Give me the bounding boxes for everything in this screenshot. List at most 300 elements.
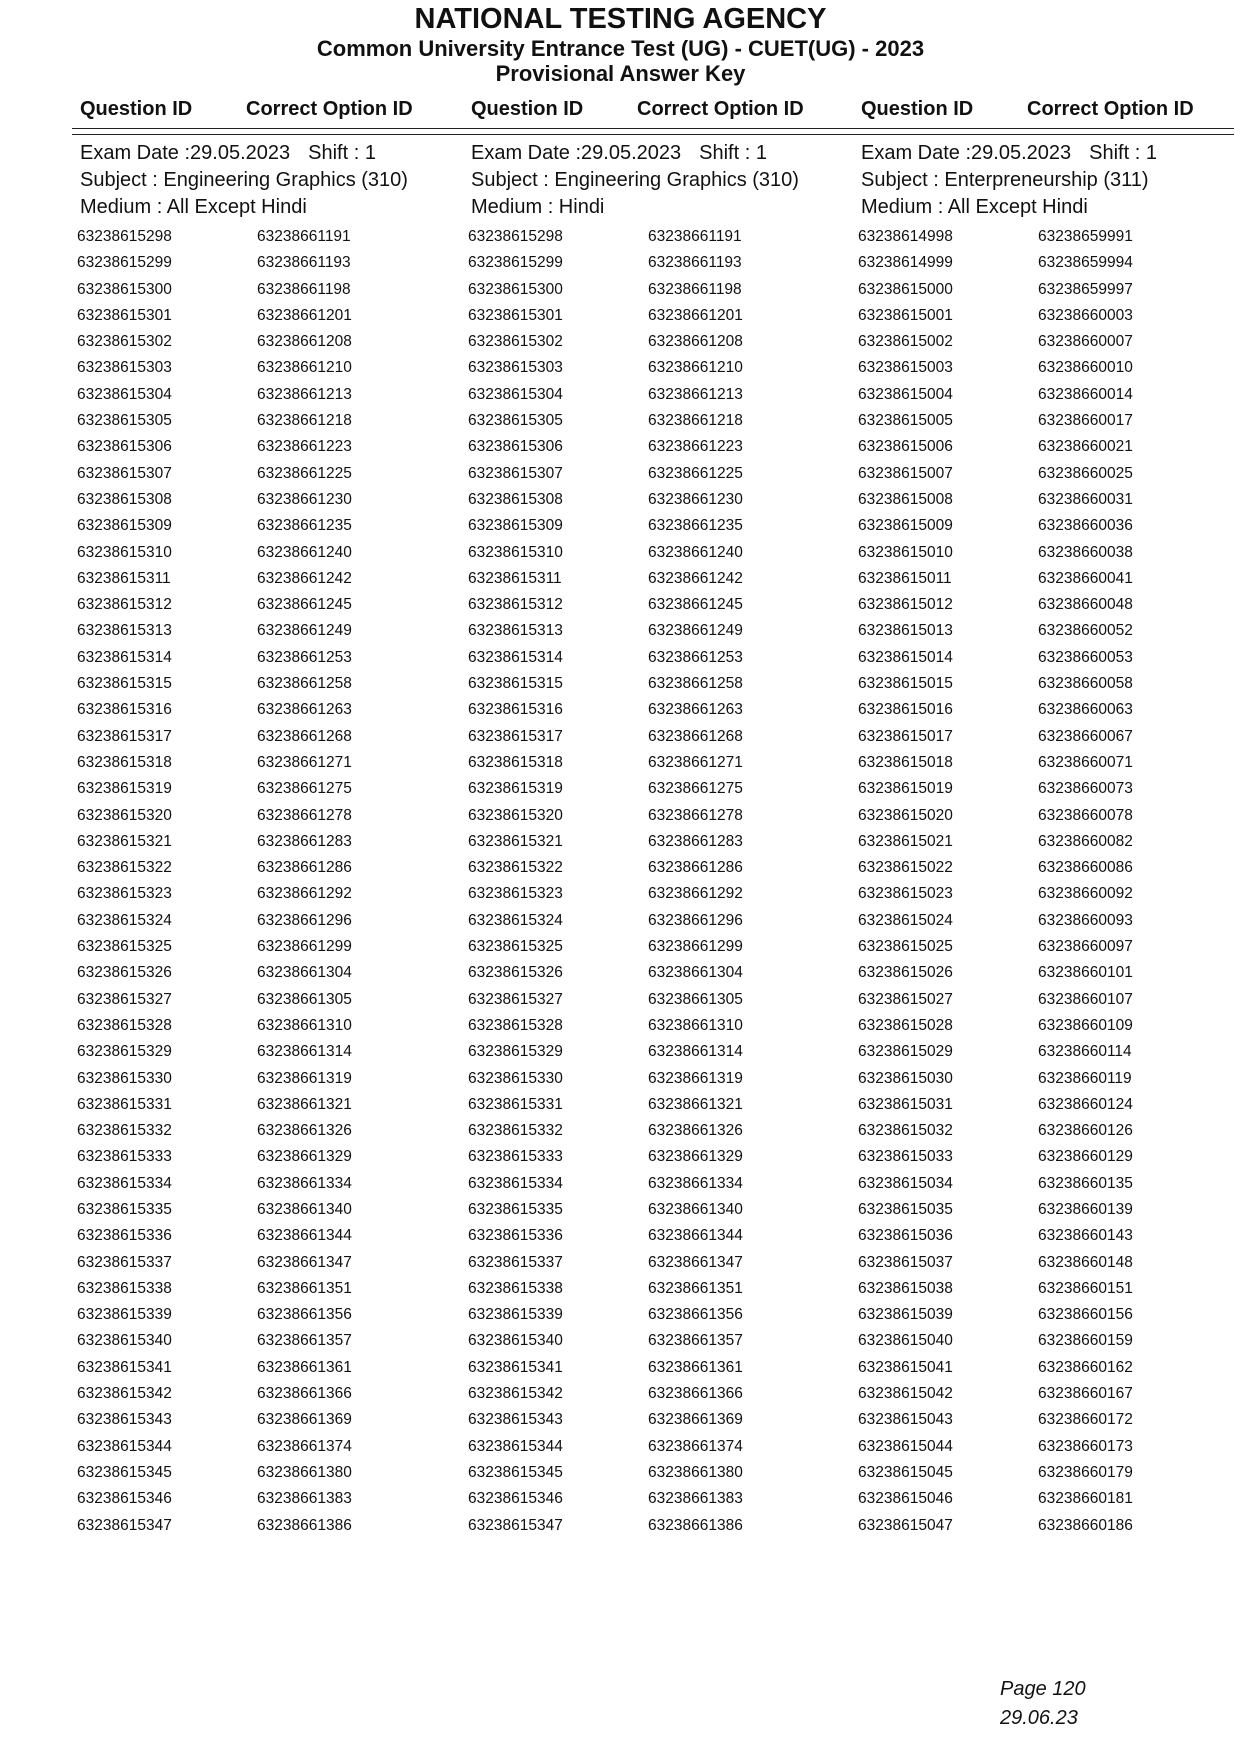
question-id: 63238615344 <box>77 1437 172 1455</box>
correct-option-id: 63238661357 <box>648 1332 743 1350</box>
correct-option-id: 63238660078 <box>1038 806 1133 824</box>
correct-option-id: 63238661334 <box>648 1174 743 1192</box>
correct-option-id: 63238660082 <box>1038 832 1133 850</box>
correct-option-id: 63238661310 <box>257 1016 352 1034</box>
question-id: 63238615312 <box>468 596 563 614</box>
question-id: 63238615343 <box>77 1411 172 1429</box>
correct-option-id: 63238659994 <box>1038 254 1133 272</box>
question-id: 63238615341 <box>468 1358 563 1376</box>
question-id: 63238615338 <box>468 1279 563 1297</box>
question-id: 63238615028 <box>858 1016 953 1034</box>
question-id: 63238615322 <box>77 859 172 877</box>
question-id: 63238615337 <box>468 1253 563 1271</box>
correct-option-id: 63238661380 <box>257 1463 352 1481</box>
correct-option-id: 63238661191 <box>648 228 742 245</box>
correct-option-id: 63238661225 <box>648 464 743 482</box>
correct-option-id: 63238660143 <box>1038 1227 1133 1245</box>
question-id: 63238615316 <box>77 701 172 719</box>
question-id: 63238615310 <box>468 543 563 561</box>
correct-option-id: 63238660052 <box>1038 622 1133 640</box>
question-id: 63238615000 <box>858 280 953 298</box>
question-id: 63238615333 <box>468 1148 563 1166</box>
correct-option-id: 63238659991 <box>1038 228 1133 245</box>
correct-option-id: 63238661369 <box>648 1411 743 1429</box>
question-id: 63238615023 <box>858 885 953 903</box>
question-id: 63238615046 <box>858 1490 953 1508</box>
correct-option-id: 63238660036 <box>1038 517 1133 535</box>
correct-option-id: 63238661242 <box>257 569 352 587</box>
medium: Medium : Hindi <box>471 196 605 218</box>
question-id: 63238615329 <box>468 1043 563 1061</box>
question-id: 63238615030 <box>858 1069 953 1087</box>
question-id: 63238615025 <box>858 938 953 956</box>
correct-option-id: 63238661223 <box>257 438 352 456</box>
question-id: 63238615327 <box>77 990 172 1008</box>
correct-option-id: 63238661305 <box>648 990 743 1008</box>
page-number: Page 120 <box>1000 1678 1086 1700</box>
correct-option-id: 63238660109 <box>1038 1016 1133 1034</box>
question-id: 63238615309 <box>77 517 172 535</box>
answer-key-section-2 <box>471 140 861 221</box>
question-id: 63238615339 <box>77 1306 172 1324</box>
question-id: 63238615310 <box>77 543 172 561</box>
correct-option-id: 63238661253 <box>648 648 743 666</box>
correct-option-id: 63238661361 <box>648 1358 743 1376</box>
question-id: 63238615014 <box>858 648 953 666</box>
question-id: 63238615298 <box>468 228 563 245</box>
correct-option-id: 63238661283 <box>648 832 743 850</box>
correct-option-id: 63238661296 <box>648 911 743 929</box>
question-id: 63238615330 <box>77 1069 172 1087</box>
question-id: 63238615335 <box>468 1200 563 1218</box>
correct-option-id: 63238661326 <box>257 1122 352 1140</box>
question-id: 63238615314 <box>468 648 563 666</box>
question-id: 63238615004 <box>858 385 953 403</box>
correct-option-id: 63238661218 <box>648 412 743 430</box>
question-id: 63238615331 <box>468 1095 563 1113</box>
correct-option-id: 63238660119 <box>1038 1069 1132 1087</box>
question-id: 63238615306 <box>468 438 563 456</box>
question-id: 63238615307 <box>77 464 172 482</box>
correct-option-id: 63238661286 <box>257 859 352 877</box>
correct-option-id: 63238661340 <box>257 1200 352 1218</box>
question-id: 63238615009 <box>858 517 953 535</box>
question-id: 63238615038 <box>858 1279 953 1297</box>
agency-title: NATIONAL TESTING AGENCY <box>414 3 827 35</box>
document-type: Provisional Answer Key <box>495 61 746 86</box>
correct-option-id: 63238661356 <box>648 1306 743 1324</box>
shift: Shift : 1 <box>1089 142 1157 164</box>
correct-option-id: 63238661283 <box>257 832 352 850</box>
question-id: 63238615303 <box>468 359 563 377</box>
correct-option-id: 63238660086 <box>1038 859 1133 877</box>
question-id: 63238615041 <box>858 1358 953 1376</box>
question-id: 63238615309 <box>468 517 563 535</box>
question-id: 63238615300 <box>77 280 172 298</box>
correct-option-id: 63238661386 <box>648 1516 743 1534</box>
question-id: 63238615342 <box>77 1385 172 1403</box>
correct-option-id: 63238659997 <box>1038 280 1133 298</box>
correct-option-id: 63238661223 <box>648 438 743 456</box>
question-id: 63238615011 <box>858 569 952 587</box>
correct-option-id: 63238661347 <box>257 1253 352 1271</box>
correct-option-id: 63238660073 <box>1038 780 1133 798</box>
correct-option-id: 63238661340 <box>648 1200 743 1218</box>
question-id: 63238615328 <box>468 1016 563 1034</box>
question-id: 63238615301 <box>77 306 172 324</box>
question-id: 63238615318 <box>77 753 172 771</box>
question-id: 63238615313 <box>468 622 563 640</box>
exam-date-shift <box>471 140 861 167</box>
question-id: 63238614998 <box>858 228 953 245</box>
question-id: 63238615319 <box>468 780 563 798</box>
correct-option-id: 63238661369 <box>257 1411 352 1429</box>
correct-option-id: 63238661240 <box>257 543 352 561</box>
question-id: 63238615324 <box>77 911 172 929</box>
question-id: 63238615311 <box>77 569 171 587</box>
correct-option-id: 63238661210 <box>257 359 352 377</box>
correct-option-id: 63238660126 <box>1038 1122 1133 1140</box>
correct-option-id: 63238661326 <box>648 1122 743 1140</box>
correct-option-id: 63238661299 <box>648 938 743 956</box>
correct-option-id: 63238661366 <box>648 1385 743 1403</box>
correct-option-id: 63238661201 <box>257 306 352 324</box>
question-id: 63238615032 <box>858 1122 953 1140</box>
question-id: 63238615345 <box>77 1463 172 1481</box>
correct-option-id: 63238661386 <box>257 1516 352 1534</box>
question-id: 63238615036 <box>858 1227 953 1245</box>
correct-option-id: 63238661356 <box>257 1306 352 1324</box>
question-id: 63238615302 <box>468 333 563 351</box>
medium: Medium : All Except Hindi <box>861 196 1088 218</box>
correct-option-id: 63238660173 <box>1038 1437 1133 1455</box>
question-id: 63238615340 <box>468 1332 563 1350</box>
header-question-id: Question ID <box>80 98 193 120</box>
correct-option-id: 63238661329 <box>257 1148 352 1166</box>
correct-option-id: 63238661242 <box>648 569 743 587</box>
correct-option-id: 63238661304 <box>648 964 743 982</box>
correct-option-id: 63238661366 <box>257 1385 352 1403</box>
correct-option-id: 63238660021 <box>1038 438 1133 456</box>
correct-option-id: 63238661361 <box>257 1358 352 1376</box>
question-id: 63238615347 <box>77 1516 172 1534</box>
question-id: 63238615330 <box>468 1069 563 1087</box>
correct-option-id: 63238661258 <box>648 675 743 693</box>
correct-option-id: 63238661198 <box>648 280 742 298</box>
correct-option-id: 63238660101 <box>1038 964 1133 982</box>
exam-date: Exam Date :29.05.2023 <box>861 142 1072 164</box>
question-id: 63238615323 <box>468 885 563 903</box>
question-id: 63238615345 <box>468 1463 563 1481</box>
correct-option-id: 63238661268 <box>257 727 352 745</box>
correct-option-id: 63238661329 <box>648 1148 743 1166</box>
subject: Subject : Engineering Graphics (310) <box>80 169 408 191</box>
correct-option-id: 63238660135 <box>1038 1174 1133 1192</box>
question-id: 63238615334 <box>77 1174 172 1192</box>
correct-option-id: 63238660003 <box>1038 306 1133 324</box>
question-id: 63238615015 <box>858 675 953 693</box>
subject: Subject : Engineering Graphics (310) <box>471 169 799 191</box>
correct-option-id: 63238661299 <box>257 938 352 956</box>
exam-date: Exam Date :29.05.2023 <box>80 142 291 164</box>
exam-date-shift <box>861 140 1241 167</box>
correct-option-id: 63238661249 <box>648 622 743 640</box>
question-id: 63238615029 <box>858 1043 953 1061</box>
correct-option-id: 63238661286 <box>648 859 743 877</box>
question-id: 63238615340 <box>77 1332 172 1350</box>
question-id: 63238615312 <box>77 596 172 614</box>
correct-option-id: 63238660025 <box>1038 464 1133 482</box>
correct-option-id: 63238660159 <box>1038 1332 1133 1350</box>
question-id: 63238615007 <box>858 464 953 482</box>
correct-option-id: 63238661258 <box>257 675 352 693</box>
correct-option-id: 63238661351 <box>257 1279 352 1297</box>
correct-option-id: 63238661278 <box>257 806 352 824</box>
question-id: 63238615045 <box>858 1463 953 1481</box>
correct-option-id: 63238661193 <box>257 254 351 272</box>
correct-option-id: 63238660172 <box>1038 1411 1133 1429</box>
correct-option-id: 63238660058 <box>1038 675 1133 693</box>
correct-option-id: 63238661245 <box>257 596 352 614</box>
subject: Subject : Enterpreneurship (311) <box>861 169 1149 191</box>
question-id: 63238615003 <box>858 359 953 377</box>
question-id: 63238615341 <box>77 1358 172 1376</box>
question-id: 63238615031 <box>858 1095 953 1113</box>
correct-option-id: 63238661314 <box>648 1043 743 1061</box>
exam-title: Common University Entrance Test (UG) - CUET(UG) - 2023 <box>316 36 925 61</box>
correct-option-id: 63238661198 <box>257 280 351 298</box>
question-id: 63238615346 <box>77 1490 172 1508</box>
question-id: 63238615016 <box>858 701 953 719</box>
correct-option-id: 63238660063 <box>1038 701 1133 719</box>
question-id: 63238615317 <box>468 727 563 745</box>
question-id: 63238615305 <box>77 412 172 430</box>
column-header-row <box>0 94 1241 124</box>
correct-option-id: 63238660014 <box>1038 385 1133 403</box>
correct-option-id: 63238661235 <box>648 517 743 535</box>
question-id: 63238615320 <box>77 806 172 824</box>
question-id: 63238615308 <box>468 490 563 508</box>
correct-option-id: 63238660181 <box>1038 1490 1133 1508</box>
correct-option-id: 63238661344 <box>648 1227 743 1245</box>
question-id: 63238615344 <box>468 1437 563 1455</box>
correct-option-id: 63238661321 <box>648 1095 743 1113</box>
correct-option-id: 63238661319 <box>648 1069 743 1087</box>
correct-option-id: 63238661213 <box>648 385 743 403</box>
correct-option-id: 63238660041 <box>1038 569 1133 587</box>
question-id: 63238615325 <box>77 938 172 956</box>
correct-option-id: 63238660071 <box>1038 753 1133 771</box>
correct-option-id: 63238661292 <box>257 885 352 903</box>
question-id: 63238615012 <box>858 596 953 614</box>
correct-option-id: 63238661347 <box>648 1253 743 1271</box>
question-id: 63238615314 <box>77 648 172 666</box>
correct-option-id: 63238661230 <box>648 490 743 508</box>
question-id: 63238615302 <box>77 333 172 351</box>
question-id: 63238615002 <box>858 333 953 351</box>
question-id: 63238615006 <box>858 438 953 456</box>
question-id: 63238615042 <box>858 1385 953 1403</box>
correct-option-id: 63238660092 <box>1038 885 1133 903</box>
question-id: 63238615335 <box>77 1200 172 1218</box>
correct-option-id: 63238660156 <box>1038 1306 1133 1324</box>
question-id: 63238615008 <box>858 490 953 508</box>
correct-option-id: 63238661305 <box>257 990 352 1008</box>
question-id: 63238615304 <box>77 385 172 403</box>
correct-option-id: 63238660031 <box>1038 490 1133 508</box>
correct-option-id: 63238660067 <box>1038 727 1133 745</box>
question-id: 63238615325 <box>468 938 563 956</box>
question-id: 63238615342 <box>468 1385 563 1403</box>
correct-option-id: 63238661249 <box>257 622 352 640</box>
question-id: 63238615315 <box>468 675 563 693</box>
correct-option-id: 63238661296 <box>257 911 352 929</box>
question-id: 63238615316 <box>468 701 563 719</box>
question-id: 63238615336 <box>468 1227 563 1245</box>
correct-option-id: 63238660017 <box>1038 412 1133 430</box>
question-id: 63238615010 <box>858 543 953 561</box>
correct-option-id: 63238660124 <box>1038 1095 1133 1113</box>
question-id: 63238615320 <box>468 806 563 824</box>
question-id: 63238615319 <box>77 780 172 798</box>
question-id: 63238615323 <box>77 885 172 903</box>
question-id: 63238615298 <box>77 228 172 245</box>
correct-option-id: 63238661253 <box>257 648 352 666</box>
correct-option-id: 63238661225 <box>257 464 352 482</box>
exam-date-shift <box>80 140 470 167</box>
question-id: 63238615305 <box>468 412 563 430</box>
correct-option-id: 63238660007 <box>1038 333 1133 351</box>
question-id: 63238615035 <box>858 1200 953 1218</box>
question-id: 63238615304 <box>468 385 563 403</box>
correct-option-id: 63238661334 <box>257 1174 352 1192</box>
correct-option-id: 63238661208 <box>257 333 352 351</box>
question-id: 63238615322 <box>468 859 563 877</box>
correct-option-id: 63238660151 <box>1038 1279 1133 1297</box>
correct-option-id: 63238661245 <box>648 596 743 614</box>
correct-option-id: 63238661193 <box>648 254 742 272</box>
correct-option-id: 63238661292 <box>648 885 743 903</box>
correct-option-id: 63238661380 <box>648 1463 743 1481</box>
correct-option-id: 63238660010 <box>1038 359 1133 377</box>
correct-option-id: 63238661321 <box>257 1095 352 1113</box>
question-id: 63238615300 <box>468 280 563 298</box>
correct-option-id: 63238661271 <box>257 753 352 771</box>
correct-option-id: 63238661310 <box>648 1016 743 1034</box>
question-id: 63238614999 <box>858 254 953 272</box>
correct-option-id: 63238661319 <box>257 1069 352 1087</box>
question-id: 63238615324 <box>468 911 563 929</box>
question-id: 63238615321 <box>468 832 563 850</box>
question-id: 63238615337 <box>77 1253 172 1271</box>
correct-option-id: 63238661304 <box>257 964 352 982</box>
question-id: 63238615336 <box>77 1227 172 1245</box>
correct-option-id: 63238661213 <box>257 385 352 403</box>
question-id: 63238615039 <box>858 1306 953 1324</box>
question-id: 63238615021 <box>858 832 953 850</box>
question-id: 63238615317 <box>77 727 172 745</box>
correct-option-id: 63238660038 <box>1038 543 1133 561</box>
question-id: 63238615307 <box>468 464 563 482</box>
question-id: 63238615338 <box>77 1279 172 1297</box>
correct-option-id: 63238660048 <box>1038 596 1133 614</box>
question-id: 63238615013 <box>858 622 953 640</box>
question-id: 63238615047 <box>858 1516 953 1534</box>
header-question-id: Question ID <box>471 98 584 120</box>
header-divider <box>72 128 1234 129</box>
exam-date: Exam Date :29.05.2023 <box>471 142 682 164</box>
header-correct-option-id: Correct Option ID <box>637 98 804 120</box>
correct-option-id: 63238660107 <box>1038 990 1133 1008</box>
correct-option-id: 63238660139 <box>1038 1200 1133 1218</box>
footer-date: 29.06.23 <box>1000 1707 1078 1729</box>
question-id: 63238615334 <box>468 1174 563 1192</box>
correct-option-id: 63238660097 <box>1038 938 1133 956</box>
question-id: 63238615017 <box>858 727 953 745</box>
question-id: 63238615346 <box>468 1490 563 1508</box>
question-id: 63238615033 <box>858 1148 953 1166</box>
question-id: 63238615329 <box>77 1043 172 1061</box>
correct-option-id: 63238661218 <box>257 412 352 430</box>
question-id: 63238615043 <box>858 1411 953 1429</box>
question-id: 63238615001 <box>858 306 953 324</box>
question-id: 63238615019 <box>858 780 953 798</box>
correct-option-id: 63238661208 <box>648 333 743 351</box>
question-id: 63238615333 <box>77 1148 172 1166</box>
correct-option-id: 63238661240 <box>648 543 743 561</box>
question-id: 63238615318 <box>468 753 563 771</box>
question-id: 63238615301 <box>468 306 563 324</box>
question-id: 63238615339 <box>468 1306 563 1324</box>
correct-option-id: 63238661383 <box>257 1490 352 1508</box>
correct-option-id: 63238660114 <box>1038 1043 1132 1061</box>
correct-option-id: 63238661275 <box>257 780 352 798</box>
header-correct-option-id: Correct Option ID <box>246 98 413 120</box>
question-id: 63238615332 <box>468 1122 563 1140</box>
question-id: 63238615020 <box>858 806 953 824</box>
correct-option-id: 63238660186 <box>1038 1516 1133 1534</box>
correct-option-id: 63238661235 <box>257 517 352 535</box>
question-id: 63238615347 <box>468 1516 563 1534</box>
correct-option-id: 63238661357 <box>257 1332 352 1350</box>
question-id: 63238615044 <box>858 1437 953 1455</box>
question-id: 63238615331 <box>77 1095 172 1113</box>
correct-option-id: 63238661344 <box>257 1227 352 1245</box>
correct-option-id: 63238660129 <box>1038 1148 1133 1166</box>
correct-option-id: 63238660053 <box>1038 648 1133 666</box>
question-id: 63238615343 <box>468 1411 563 1429</box>
question-id: 63238615306 <box>77 438 172 456</box>
question-id: 63238615037 <box>858 1253 953 1271</box>
answer-key-section-1 <box>80 140 470 221</box>
question-id: 63238615005 <box>858 412 953 430</box>
question-id: 63238615299 <box>77 254 172 272</box>
question-id: 63238615040 <box>858 1332 953 1350</box>
correct-option-id: 63238661275 <box>648 780 743 798</box>
correct-option-id: 63238661230 <box>257 490 352 508</box>
question-id: 63238615311 <box>468 569 562 587</box>
correct-option-id: 63238661383 <box>648 1490 743 1508</box>
header-divider <box>72 134 1234 135</box>
question-id: 63238615328 <box>77 1016 172 1034</box>
medium: Medium : All Except Hindi <box>80 196 307 218</box>
correct-option-id: 63238661351 <box>648 1279 743 1297</box>
question-id: 63238615327 <box>468 990 563 1008</box>
correct-option-id: 63238661374 <box>648 1437 743 1455</box>
question-id: 63238615299 <box>468 254 563 272</box>
question-id: 63238615313 <box>77 622 172 640</box>
shift: Shift : 1 <box>308 142 376 164</box>
